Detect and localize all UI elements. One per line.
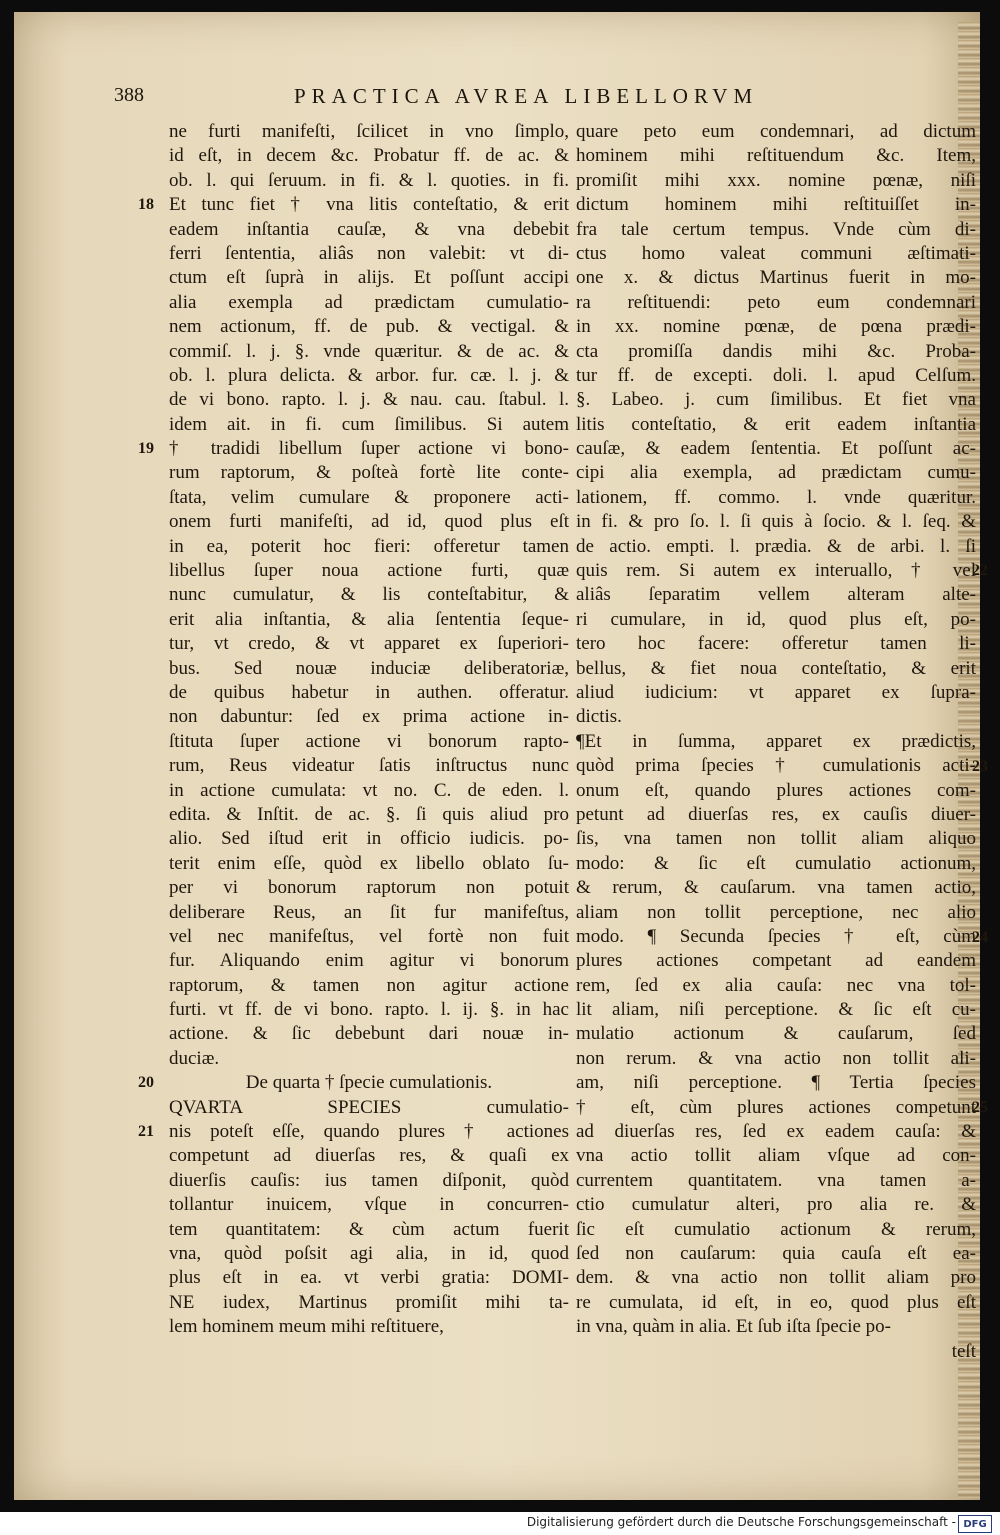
text-line: cipi alia exempla, ad prædictam cumu- [576,462,976,484]
text-line: plus eſt in ea. vt verbi gratia: DOMI- [169,1267,569,1289]
text-line: lationem, ff. commo. l. vnde quæritur. [576,486,976,508]
page-number: 388 [114,84,144,106]
text-line: nunc cumulatur, & lis conteſtabitur, & [169,584,569,606]
text-line: tero hoc facere: offeretur tamen li- [576,633,976,655]
margin-number: 21 [138,1123,154,1140]
text-line: aliâs ſeparatim vellem alteram alte- [576,584,976,606]
margin-number: 24 [972,929,988,946]
margin-number: 19 [138,440,154,457]
text-line: in fi. & pro ſo. l. ſi quis à ſocio. & l. ſeq. & [576,511,976,533]
text-line: nis poteſt eſſe, quando plures † actiones [169,1121,569,1143]
book-page [14,12,988,1500]
text-line: dem. & vna actio non tollit aliam pro [576,1267,976,1289]
text-line: fur. Aliquando enim agitur vi bonorum [169,950,569,972]
text-line: ctum eſt ſuprà in alijs. Et poſſunt accipi [169,267,569,289]
text-line: bus. Sed nouæ induciæ deliberatoriæ, [169,657,569,679]
text-line: mulatio actionum & cauſarum, ſed [576,1023,976,1045]
text-line: de actio. empti. l. prædia. & de arbi. l. ſi [576,535,976,557]
text-line: dictis. [576,706,622,728]
text-line: ſtituta ſuper actione vi bonorum rapto- [169,730,569,752]
text-line: petunt ad diuerſas res, ex cauſis diuer- [576,803,976,825]
text-line: furti. vt ff. de vi bono. rapto. l. ij. §. in hac [169,999,569,1021]
text-line: rum, Reus videatur ſatis inſtructus nunc [169,755,569,777]
text-line: hominem mihi reſtituendum &c. Item, [576,145,976,167]
text-line: quòd prima ſpecies † cumulationis acti- [576,755,976,777]
text-line: dictum hominem mihi reſtituiſſet in- [576,194,976,216]
text-line: rum raptorum, & poſteà fortè lite conte- [169,462,569,484]
text-line: cauſæ, & eadem ſententia. Et poſſunt ac- [576,438,976,460]
page-header [14,84,980,120]
margin-number: 22 [972,562,988,579]
text-line: ſed non cauſarum: quia cauſa eſt ea- [576,1242,976,1264]
dfg-logo [958,1515,992,1533]
text-line: vna, quòd poſsit agi alia, in id, quod [169,1242,569,1264]
text-line: ra reſtituendi: peto eum condemnari [576,291,976,313]
text-line: ferri ſententia, aliâs non valebit: vt di- [169,242,569,264]
text-line: tollantur inuicem, vſque in concurren- [169,1194,569,1216]
text-line: duciæ. [169,1047,220,1069]
text-line: lit aliam, niſi perceptione. & ſic eſt cu- [576,999,976,1021]
text-line: plures actiones competant ad eandem [576,950,976,972]
text-line: ¶Et in ſumma, apparet ex prædictis, [576,730,976,752]
text-line: QVARTA SPECIES cumulatio- [169,1096,569,1118]
text-line: terit enim eſſe, quòd ex libello oblato ſu- [169,852,569,874]
text-line: ſtata, velim cumulare & proponere acti- [169,486,569,508]
text-line: eadem inſtantia cauſæ, & vna debebit [169,218,569,240]
text-line: in xx. nomine pœnæ, de pœna prædi- [576,316,976,338]
text-line: ob. l. plura delicta. & arbor. fur. cæ. l. j. & [169,364,569,386]
text-line: quare peto eum condemnari, ad dictum [576,121,976,142]
text-line: lem hominem meum mihi reſtituere, [169,1316,444,1338]
text-line: tur ff. de excepti. doli. l. apud Celſum. [576,364,976,386]
text-line: in actione cumulata: vt no. C. de eden. l. [169,779,569,801]
text-line: quis rem. Si autem ex interuallo, † vel [576,560,976,582]
text-line: id eſt, in decem &c. Probatur ff. de ac. & [169,145,569,167]
text-line: erit alia inſtantia, & alia ſententia ſeque- [169,608,569,630]
text-line: in vna, quàm in alia. Et ſub iſta ſpecie po- [576,1316,891,1338]
text-line: NE iudex, Martinus promiſit mihi ta- [169,1291,569,1313]
text-line: ne furti manifeſti, ſcilicet in vno ſimplo, [169,121,569,142]
text-line: modo: & ſic eſt cumulatio actionum, [576,852,976,874]
text-line: † tradidi libellum ſuper actione vi bono- [169,438,569,460]
text-line: cta promiſſa dandis mihi &c. Proba- [576,340,976,362]
text-line: non rerum. & vna actio non tollit ali- [576,1047,976,1069]
text-line: actione. & ſic debebunt dari nouæ in- [169,1023,569,1045]
text-line: alio. Sed iſtud erit in officio iudicis. po- [169,828,569,850]
text-line: de quibus habetur in authen. offeratur. [169,681,569,703]
text-line: fra tale certum tempus. Vnde cùm di- [576,218,976,240]
digitization-footer [0,1512,1000,1535]
text-line: teſt [951,1340,976,1362]
text-line: in ea, poterit hoc fieri: offeretur tamen [169,535,569,557]
text-line: one x. & dictus Martinus fuerit in mo- [576,267,976,289]
dfg-logo-text: DFG [963,1518,987,1530]
left-column [169,120,569,1340]
text-line: aliam non tollit perceptione, nec alio [576,901,976,923]
text-line: onum eſt, quando plures actiones com- [576,779,976,801]
margin-number: 20 [138,1074,154,1091]
margin-number: 25 [972,1099,988,1116]
margin-number: 23 [972,758,988,775]
text-line: idem ait. in fi. cum ſimilibus. Si autem [169,413,569,435]
text-line: edita. & Inſtit. de ac. §. ſi quis aliud pro [169,803,569,825]
text-line: onem furti manifeſti, ad id, quod plus eſt [169,511,569,533]
text-line: ctus homo valeat communi æſtimati- [576,242,976,264]
text-line: bellus, & fiet noua conteſtatio, & erit [576,657,976,679]
text-line: litis conteſtatio, & erit eadem inſtantia [576,413,976,435]
text-line: §. Labeo. j. cum ſimilibus. Et fiet vna [576,389,976,411]
text-line: ad diuerſas res, ſed ex eadem cauſa: & [576,1121,976,1143]
text-line: am, niſi perceptione. ¶ Tertia ſpecies [576,1072,976,1094]
text-line: alia exempla ad prædictam cumulatio- [169,291,569,313]
text-line: per vi bonorum raptorum non potuit [169,877,569,899]
right-column [576,120,976,1364]
text-line: currentem quantitatem. vna tamen a- [576,1169,976,1191]
text-line: rem, ſed ex alia cauſa: nec vna tol- [576,974,976,996]
text-line: † eſt, cùm plures actiones competunt [576,1096,976,1118]
text-line: ri cumulare, in id, quod plus eſt, po- [576,608,976,630]
text-line: promiſit mihi xxx. nomine pœnæ, niſi [576,169,976,191]
text-line: ſic eſt cumulatio actionum & rerum, [576,1218,976,1240]
text-line: & rerum, & cauſarum. vna tamen actio, [576,877,976,899]
text-line: ob. l. qui ſeruum. in fi. & l. quoties. in fi. [169,169,569,191]
text-line: commiſ. l. j. §. vnde quæritur. & de ac. & [169,340,569,362]
text-line: modo. ¶ Secunda ſpecies † eſt, cùm [576,925,976,947]
text-line: vna actio tollit aliam vſque ad con- [576,1145,976,1167]
running-head: PRACTICA AVREA LIBELLORVM [294,84,759,108]
text-line: re cumulata, id eſt, in eo, quod plus eſt [576,1291,976,1313]
text-line: tem quantitatem: & cùm actum fuerit [169,1218,569,1240]
text-line: raptorum, & tamen non agitur actione [169,974,569,996]
text-line: De quarta † ſpecie cumulationis. [245,1072,493,1094]
text-line: tur, vt credo, & vt apparet ex ſuperiori- [169,633,569,655]
text-line: de vi bono. rapto. l. j. & nau. cau. ſtabul. l. [169,389,569,411]
text-line: diuerſis cauſis: ius tamen diſponit, quòd [169,1169,569,1191]
text-line: ctio cumulatur alteri, pro alia re. & [576,1194,976,1216]
text-line: nem actionum, ff. de pub. & vectigal. & [169,316,569,338]
text-line: competunt ad diuerſas res, & quaſi ex [169,1145,569,1167]
text-line: ſis, vna tamen non tollit aliam aliquo [576,828,976,850]
text-line: non dabuntur: ſed ex prima actione in- [169,706,569,728]
text-line: vel nec manifeſtus, vel fortè non fuit [169,925,569,947]
text-line: aliud iudicium: vt apparet ex ſupra- [576,681,976,703]
text-line: Et tunc fiet † vna litis conteſtatio, & erit [169,194,569,216]
text-line: deliberare Reus, an ſit fur manifeſtus, [169,901,569,923]
text-line: libellus ſuper noua actione furti, quæ [169,560,569,582]
funding-credit: Digitalisierung gefördert durch die Deutsche Forschungsgemeinschaft - [526,1515,956,1529]
margin-number: 18 [138,196,154,213]
